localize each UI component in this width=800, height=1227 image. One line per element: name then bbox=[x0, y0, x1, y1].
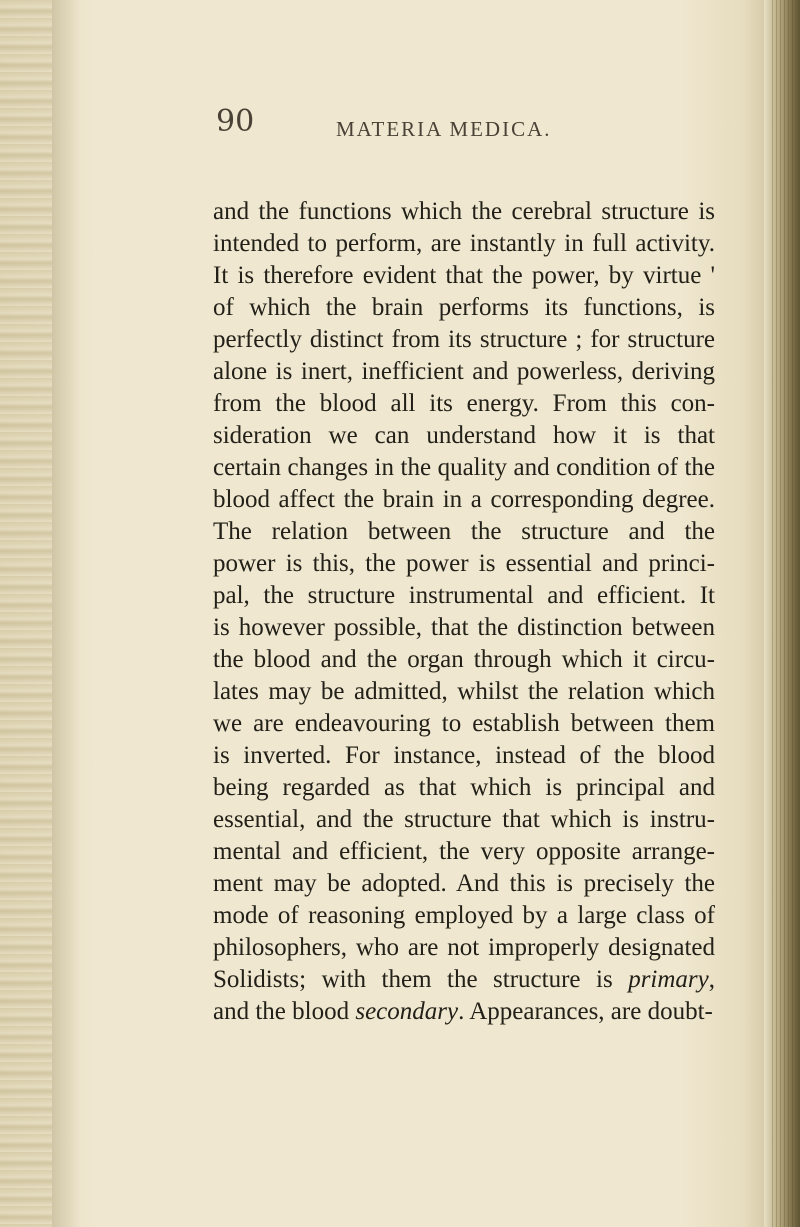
text-line: The relation between the structure and the bbox=[213, 518, 715, 545]
text-line bbox=[213, 964, 715, 996]
text-line: certain changes in the quality and condition of the bbox=[213, 454, 715, 481]
text-line: from the blood all its energy. From this con- bbox=[213, 390, 715, 417]
text-line: mental and efficient, the very opposite arrange- bbox=[213, 838, 715, 865]
italic-word: secondary bbox=[355, 998, 459, 1025]
text-line: and the functions which the cerebral structure is bbox=[213, 198, 715, 225]
page-edge-lines bbox=[772, 0, 794, 1227]
text-run: and the blood bbox=[213, 998, 356, 1025]
text-line bbox=[213, 996, 715, 1028]
text-line: pal, the structure instrumental and efficient. It bbox=[213, 582, 715, 609]
binding-shadow bbox=[52, 0, 80, 1227]
text-line: It is therefore evident that the power, by virtue ' bbox=[213, 262, 715, 289]
text-line: mode of reasoning employed by a large class of bbox=[213, 902, 715, 929]
text-line: essential, and the structure that which is instru- bbox=[213, 806, 715, 833]
text-line: lates may be admitted, whilst the relation which bbox=[213, 678, 715, 705]
text-line: the blood and the organ through which it circu- bbox=[213, 646, 715, 673]
text-line: blood affect the brain in a corresponding degree. bbox=[213, 486, 715, 513]
text-line: is however possible, that the distinction between bbox=[213, 614, 715, 641]
running-head: MATERIA MEDICA. bbox=[336, 117, 552, 141]
text-line: ment may be adopted. And this is precisely the bbox=[213, 870, 715, 897]
text-run: , bbox=[708, 966, 715, 993]
page-number: 90 bbox=[216, 104, 255, 139]
text-run: Solidists; with them the structure is bbox=[213, 966, 629, 993]
text-line: power is this, the power is essential and princi- bbox=[213, 550, 715, 577]
text-line: of which the brain performs its functions, is bbox=[213, 294, 715, 321]
page-binding bbox=[0, 0, 52, 1227]
text-line: we are endeavouring to establish between them bbox=[213, 710, 715, 737]
text-line: sideration we can understand how it is that bbox=[213, 422, 715, 449]
italic-word: primary bbox=[628, 966, 709, 993]
text-line: philosophers, who are not improperly designated bbox=[213, 934, 715, 961]
text-line: intended to perform, are instantly in full activity. bbox=[213, 230, 715, 257]
text-line: is inverted. For instance, instead of the blood bbox=[213, 742, 715, 769]
text-line: being regarded as that which is principal and bbox=[213, 774, 715, 801]
text-line: alone is inert, inefficient and powerless, deriving bbox=[213, 358, 715, 385]
text-line: perfectly distinct from its structure ; for structure bbox=[213, 326, 715, 353]
text-run: . Appearances, are doubt- bbox=[458, 998, 713, 1025]
